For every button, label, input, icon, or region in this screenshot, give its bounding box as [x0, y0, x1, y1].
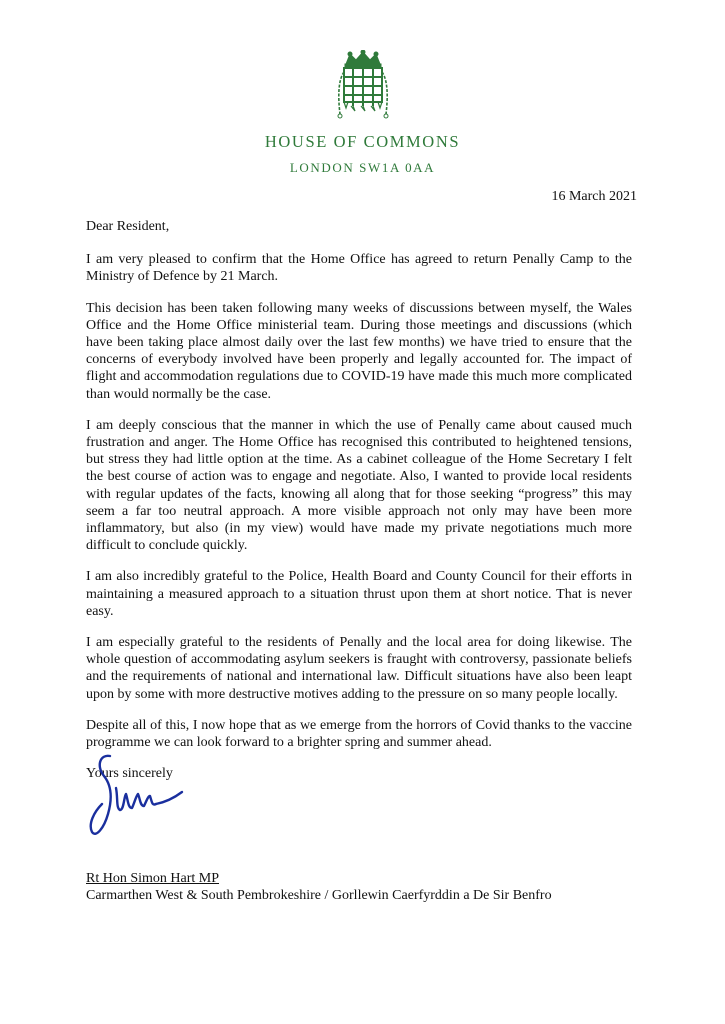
handwritten-signature	[86, 748, 196, 844]
paragraph-3: I am deeply conscious that the manner in which the use of Penally came about caused much frustration and anger. The Home Office has recognised this contributed to heightened tensions, but stress they had little option at the time. As a cabinet colleague of the Home Secretary I felt the best course of action was to engage and negotiate. Also, I wanted to provide local residents with regular updates of the facts, knowing all along that for those seeking “progress” this may seem a far too neutral approach. A more visible approach not only may have been more inflammatory, but also (in my view) would have made my private negotiations much more difficult to conclude quickly.	[86, 417, 632, 554]
signatory-constituency: Carmarthen West & South Pembrokeshire / Gorllewin Caerfyrddin a De Sir Benfro	[86, 888, 552, 903]
organisation-address: LONDON SW1A 0AA	[289, 160, 436, 175]
letter-body	[86, 218, 632, 796]
closing: Yours sincerely	[86, 766, 173, 782]
paragraph-4: I am also incredibly grateful to the Police, Health Board and County Council for their efforts in maintaining a measured approach to a situation thrust upon them at short notice. That is never easy.	[86, 569, 632, 619]
paragraph-1: I am very pleased to confirm that the Home Office has agreed to return Penally Camp to the Ministry of Defence by 21 March.	[86, 252, 632, 285]
organisation-name: HOUSE OF COMMONS	[264, 132, 461, 151]
paragraph-2: This decision has been taken following many weeks of discussions between myself, the Wales Office and the Home Office ministerial team. During those meetings and discussions (which have been taking place almost daily over the last few months) we have tried to ensure that the concerns of everybody involved have been properly and legally accounted for. The impact of flight and accommodation regulations due to COVID-19 have made this much more complicated than would normally be the case.	[86, 300, 632, 402]
letterhead	[0, 50, 725, 176]
signatory-name: Rt Hon Simon Hart MP	[86, 871, 220, 886]
paragraph-6: Despite all of this, I now hope that as we emerge from the horrors of Covid thanks to the vaccine programme we can look forward to a brighter spring and summer ahead.	[86, 717, 632, 751]
letter-date: 16 March 2021	[551, 189, 637, 204]
paragraph-5: I am especially grateful to the residents of Penally and the local area for doing likewise. The whole question of accommodating asylum seekers is fraught with controversy, passionate beliefs and the requirements of national and international law. Difficult situations have also been leapt upon by some with more destructive motives adding to the pressure on so many people locally.	[86, 635, 632, 702]
salutation: Dear Resident,	[86, 219, 170, 234]
portcullis-crest-icon	[336, 50, 390, 122]
